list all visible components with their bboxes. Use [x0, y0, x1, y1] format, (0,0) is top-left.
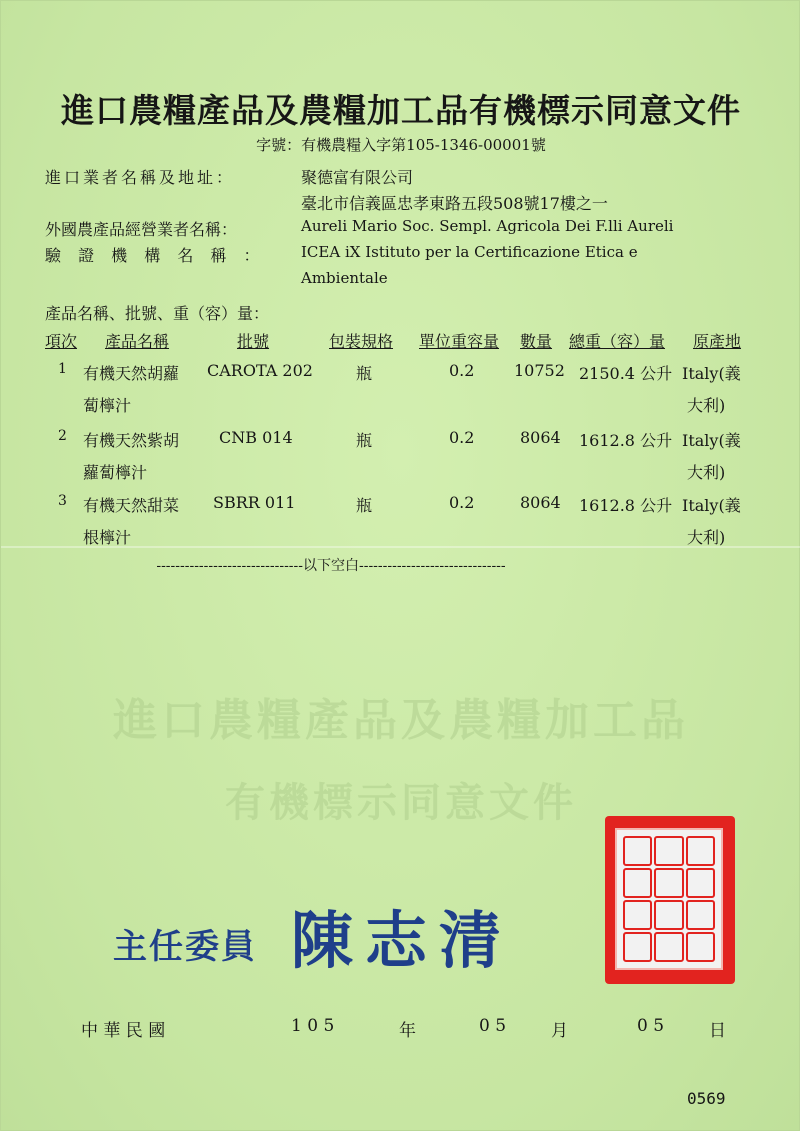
date-day-unit: 日 [709, 1021, 726, 1041]
row-lot: CNB 014 [219, 428, 293, 447]
importer-address: 臺北市信義區忠孝東路五段508號17樓之一 [301, 194, 608, 213]
row-origin-line2: 大利) [687, 463, 726, 482]
header-total-volume: 總重（容）量 [569, 332, 666, 351]
header-unit-volume: 單位重容量 [419, 332, 500, 351]
importer-label: 進口業者名稱及地址： [45, 168, 236, 187]
row-quantity: 8064 [520, 428, 561, 447]
header-packaging: 包裝規格 [329, 332, 394, 351]
row-origin-line2: 大利) [687, 396, 726, 415]
row-product-name-line1: 有機天然紫胡 [83, 431, 180, 450]
row-product-name-line2: 根檸汁 [83, 528, 132, 547]
row-quantity: 10752 [514, 361, 565, 380]
row-total-volume: 2150.4 公升 [579, 364, 673, 383]
row-origin-line1: Italy(義 [682, 496, 741, 515]
header-lot: 批號 [237, 332, 270, 351]
row-origin-line1: Italy(義 [682, 431, 741, 450]
row-unit-volume: 0.2 [449, 361, 475, 380]
row-total-volume: 1612.8 公升 [579, 496, 673, 515]
row-item-no: 2 [58, 428, 67, 444]
row-unit-volume: 0.2 [449, 493, 475, 512]
document-number: 字號：有機農糧入字第105-1346-00001號 [256, 136, 546, 154]
product-section-label: 產品名稱、批號、重（容）量： [45, 304, 270, 323]
date-day: 0 5 [637, 1016, 665, 1036]
header-product-name: 產品名稱 [105, 332, 170, 351]
row-packaging: 瓶 [356, 364, 373, 383]
row-product-name-line1: 有機天然甜菜 [83, 496, 180, 515]
row-total-volume: 1612.8 公升 [579, 431, 673, 450]
row-origin-line2: 大利) [687, 528, 726, 547]
foreign-operator-name: Aureli Mario Soc. Sempl. Agricola Dei F.lli Aureli [301, 217, 674, 235]
row-packaging: 瓶 [356, 496, 373, 515]
importer-name: 聚德富有限公司 [301, 168, 414, 187]
seal-script-pattern [623, 836, 715, 962]
header-item-no: 項次 [45, 332, 78, 351]
date-era: 中 華 民 國 [81, 1021, 166, 1041]
document-title: 進口農糧產品及農糧加工品有機標示同意文件 [61, 91, 741, 130]
date-month-unit: 月 [551, 1021, 568, 1041]
row-product-name-line2: 蔔檸汁 [83, 396, 132, 415]
date-month: 0 5 [479, 1016, 507, 1036]
header-origin: 原產地 [693, 332, 742, 351]
certifier-name-line1: ICEA iX Istituto per la Certificazione Etica e [301, 243, 638, 261]
row-item-no: 1 [58, 361, 67, 377]
row-quantity: 8064 [520, 493, 561, 512]
signatory-title: 主任委員 [113, 927, 257, 967]
end-of-list-marker: -------------------------------以下空白------------------------------- [156, 558, 506, 574]
watermark-title-line2: 有機標示同意文件 [225, 780, 577, 826]
watermark-title-line1: 進口農糧產品及農糧加工品 [113, 695, 689, 746]
row-lot: SBRR 011 [213, 493, 296, 512]
header-quantity: 數量 [520, 332, 553, 351]
date-year-unit: 年 [399, 1021, 416, 1041]
row-lot: CAROTA 202 [207, 361, 313, 380]
official-seal-stamp [605, 816, 735, 984]
serial-number: 0569 [687, 1089, 726, 1108]
row-packaging: 瓶 [356, 431, 373, 450]
foreign-operator-label: 外國農產品經營業者名稱： [45, 220, 238, 239]
row-item-no: 3 [58, 493, 67, 509]
row-product-name-line1: 有機天然胡蘿 [83, 364, 180, 383]
signatory-name: 陳志清 [291, 904, 514, 977]
row-unit-volume: 0.2 [449, 428, 475, 447]
row-origin-line1: Italy(義 [682, 364, 741, 383]
date-year: 1 0 5 [291, 1016, 335, 1036]
seal-inner-frame [615, 828, 723, 970]
certifier-name-line2: Ambientale [301, 269, 388, 287]
row-product-name-line2: 蘿蔔檸汁 [83, 463, 148, 482]
certifier-label: 驗 證 機 構 名 稱 ： [45, 246, 266, 265]
